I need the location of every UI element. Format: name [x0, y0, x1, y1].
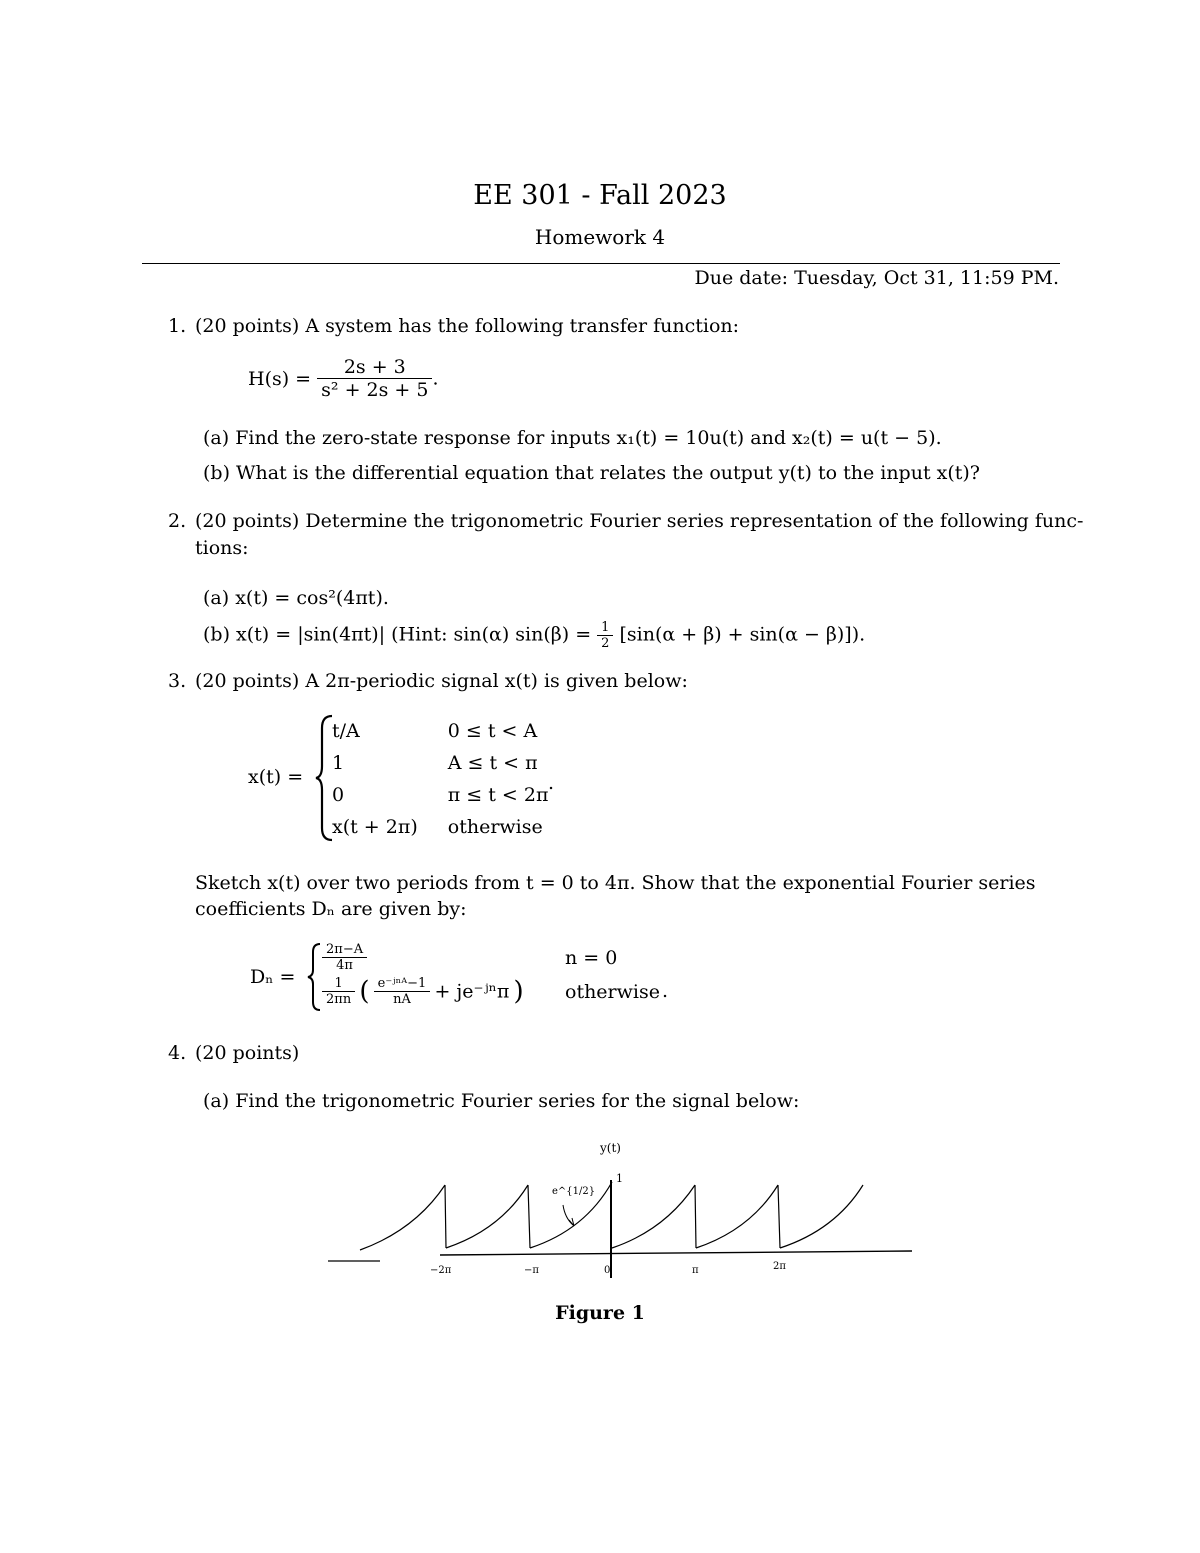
y-axis-label: y(t) — [600, 1141, 621, 1155]
q3-case-row — [332, 811, 578, 843]
q3-case-expr: 0 — [332, 784, 345, 806]
y-one-label: 1 — [616, 1172, 623, 1185]
q1-number: 1. — [168, 315, 187, 337]
tick-label: 0 — [604, 1265, 611, 1276]
q3-dn-case2-cond: otherwise — [565, 981, 660, 1003]
header-rule — [142, 263, 1060, 264]
q3-dn-case2-tail: + je⁻ʲⁿπ — [434, 980, 510, 1003]
q3-dn-case1-frac — [322, 942, 367, 973]
page-title: EE 301 - Fall 2023 — [473, 180, 727, 211]
q4-text: (20 points) — [195, 1042, 300, 1064]
q2-line2: tions: — [195, 537, 249, 559]
figure-caption: Figure 1 — [555, 1302, 645, 1324]
segment — [446, 1185, 528, 1248]
drop — [695, 1185, 696, 1248]
q3-case-row — [332, 747, 578, 779]
x-axis — [440, 1251, 912, 1255]
q3-case-cond: π ≤ t < 2π — [447, 784, 549, 806]
q2-line1: (20 points) Determine the trigonometric Fourier series representation of the following func- — [195, 510, 1084, 532]
annotation-arrow — [563, 1205, 573, 1225]
q3-dn-case1-den: 4π — [322, 957, 367, 973]
q3-cases-table — [332, 715, 578, 843]
segment — [360, 1185, 445, 1250]
q1-fraction — [317, 356, 432, 401]
annotation-label: e^{1/2} — [552, 1186, 596, 1197]
q2-hint-den: 2 — [597, 635, 613, 651]
q3-dn-case2-a-den: 2πn — [322, 991, 355, 1007]
q3-case-cond: 0 ≤ t < A — [447, 720, 538, 742]
q3-sketch-line1: Sketch x(t) over two periods from t = 0 to 4π. Show that the exponential Fourier series — [195, 872, 1036, 894]
q3-dn-case2-frac-a — [322, 976, 355, 1007]
q3-case-row — [332, 779, 578, 811]
segment — [780, 1185, 863, 1248]
q3-case-cond: otherwise — [447, 816, 543, 838]
q3-dn-lhs: Dₙ = — [250, 966, 296, 988]
q2-part-b-pre: (b) x(t) = |sin(4πt)| (Hint: sin(α) sin(β) = — [203, 623, 592, 646]
tick-label: 2π — [773, 1261, 786, 1272]
q2-hint-fraction — [597, 620, 613, 651]
q2-part-b-post: [sin(α + β) + sin(α − β)]). — [619, 623, 866, 646]
q3-dn-case2-a-num: 1 — [334, 976, 343, 991]
q1-equation: H(s) = $\frac{2s + 3}{\text{s² + 2s + 5}}$ . — [248, 356, 439, 401]
q3-dn-case1 — [322, 942, 367, 973]
q1-numerator: 2s + 3 — [343, 356, 406, 378]
q1-denominator: s² + 2s + 5 — [317, 378, 432, 401]
q3-case-expr: 1 — [332, 752, 345, 774]
tick-label: −2π — [430, 1265, 452, 1276]
q2-hint-num: 1 — [601, 620, 610, 635]
q1-lhs: H(s) = — [248, 367, 312, 390]
q3-dn-case1-cond: n = 0 — [565, 947, 618, 969]
q3-sketch-line2: coefficients Dₙ are given by: — [195, 898, 467, 920]
q1-part-a: (a) Find the zero-state response for inputs x₁(t) = 10u(t) and x₂(t) = u(t − 5). — [203, 427, 942, 449]
drop — [528, 1185, 530, 1248]
figure-1 — [320, 1130, 920, 1290]
q2-part-a: (a) x(t) = cos²(4πt). — [203, 587, 389, 609]
q3-brace — [314, 714, 334, 842]
drop — [778, 1185, 780, 1248]
q1-text: (20 points) A system has the following transfer function: — [195, 315, 740, 337]
drop — [445, 1185, 446, 1248]
q3-case-expr: x(t + 2π) — [332, 816, 418, 838]
q3-dn-case1-num: 2π−A — [326, 942, 364, 957]
q3-case-expr: t/A — [332, 720, 360, 742]
segment — [612, 1185, 695, 1248]
page-subtitle: Homework 4 — [534, 225, 666, 249]
q4-part-a: (a) Find the trigonometric Fourier series for the signal below: — [203, 1090, 800, 1112]
q3-dn-case2-frac-b — [374, 976, 431, 1007]
q2-number: 2. — [168, 510, 187, 532]
q3-dn-brace — [306, 942, 322, 1012]
q3-case-row — [332, 715, 578, 747]
q3-lhs: x(t) = — [248, 766, 304, 788]
q3-text: (20 points) A 2π-periodic signal x(t) is given below: — [195, 670, 688, 692]
tick-label: π — [692, 1265, 699, 1276]
q3-number: 3. — [168, 670, 187, 692]
q3-dn-case2-b-num: e⁻ʲⁿᴬ−1 — [377, 976, 427, 991]
q4-number: 4. — [168, 1042, 187, 1064]
q1-part-b: (b) What is the differential equation that relates the output y(t) to the input x(t)? — [203, 462, 980, 484]
q3-dn-case2-b-den: nA — [374, 991, 431, 1007]
segment — [696, 1185, 778, 1248]
due-date: Due date: Tuesday, Oct 31, 11:59 PM. — [694, 267, 1059, 289]
q3-case-cond: A ≤ t < π — [447, 752, 538, 774]
tick-label: −π — [524, 1265, 539, 1276]
q3-dn-case2: $\frac{1}{2\pi n}$ ( $\frac{\text{e⁻ʲⁿᴬ−1}}{nA}$ + je⁻ʲⁿπ ) — [322, 976, 524, 1007]
q2-part-b — [203, 620, 865, 651]
